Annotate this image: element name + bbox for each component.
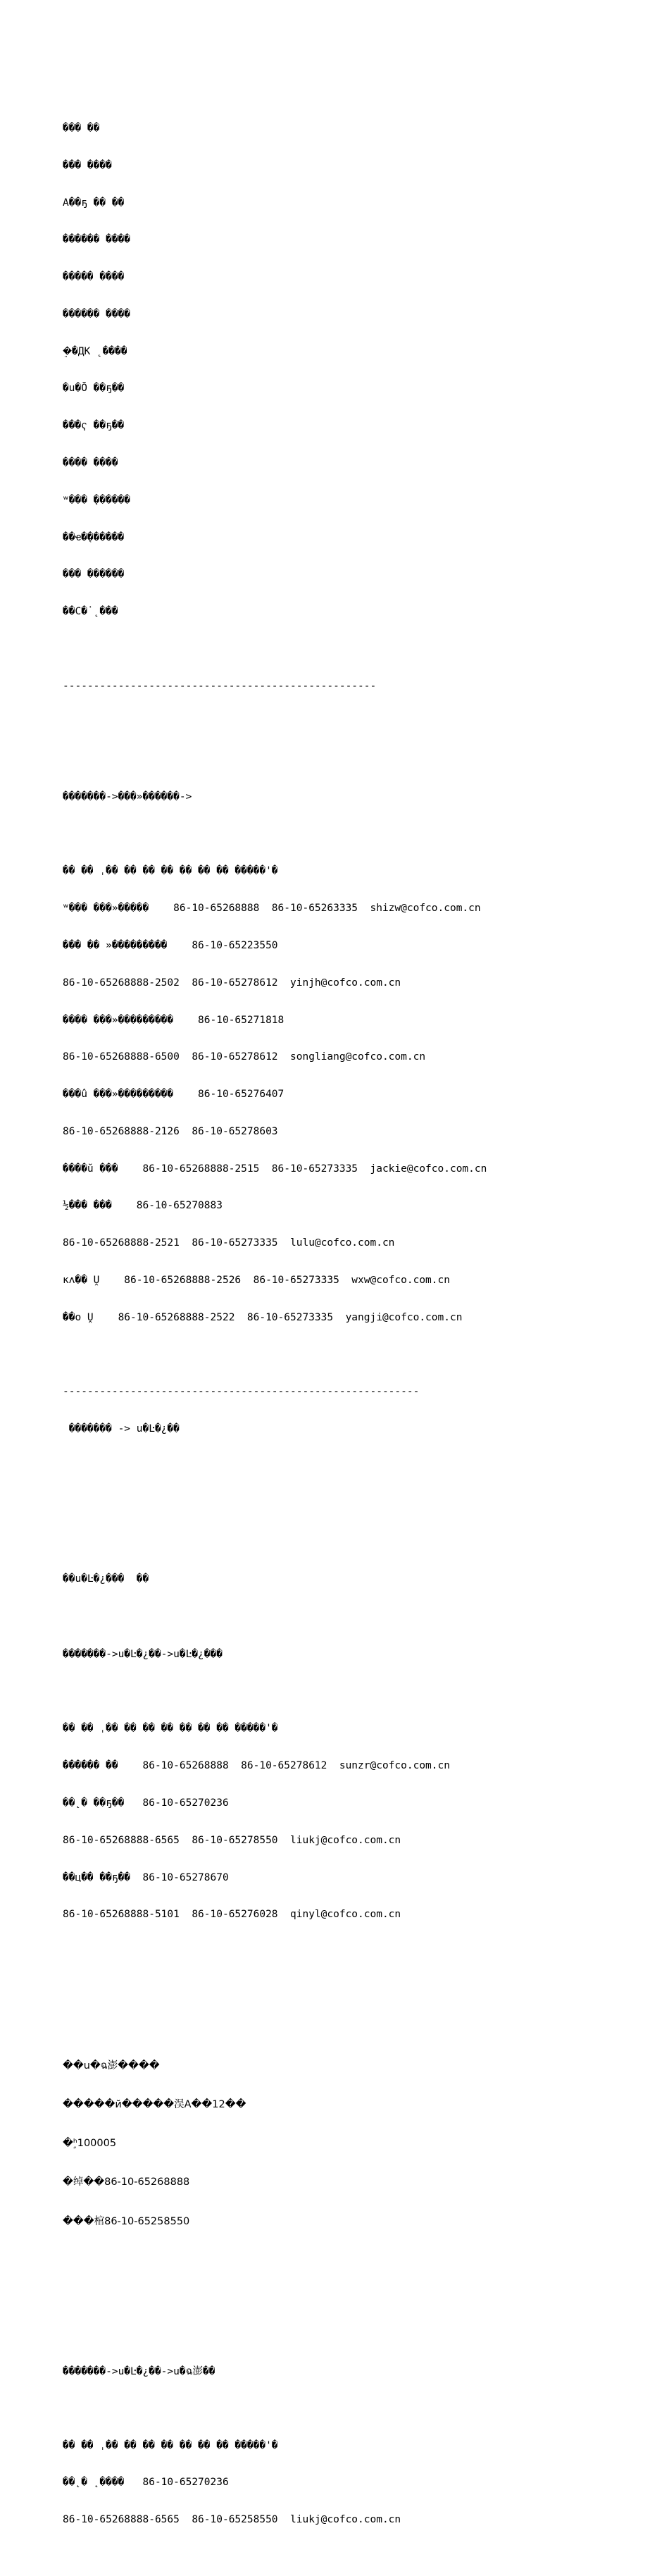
list-item: ����ŭ ��� 86-10-65268888-2515 86-10-65273335 jackie@cofco.com.cn [63,1163,487,1175]
breadcrumb: �������->u�Ŀ�¿��->u�ฉ澎�� [63,2365,215,2377]
list-item: ���� ���»��������� 86-10-65271818 [63,1014,285,1026]
section-directory [63,767,654,1349]
list-item: ��ο Ṷ 86-10-65268888-2522 86-10-65273335 yangji@cofco.com.cn [63,1311,463,1323]
list-item: кʌ�� Ṷ 86-10-65268888-2526 86-10-65273335 wxw@cofco.com.cn [63,1275,450,1286]
section-department [63,1549,654,1946]
list-item: ½��� ��� 86-10-65270883 [63,1200,223,1212]
list-item: ʷ��� ���»����� 86-10-65268888 86-10-65263335 shizw@cofco.com.cn [63,903,481,915]
header-line: A��ҕ �� �� [63,197,125,209]
list-item: ��ц�� ��ҕ�� 86-10-65278670 [63,1871,229,1883]
header-line: ��� �� [63,122,100,134]
header-line: �ܸ�ДK ˛���� [63,345,127,357]
list-item: ���û ���»��������� 86-10-65276407 [63,1089,285,1101]
header-line: ��ҽ�֖������ [63,531,125,543]
address-block [63,2034,654,2253]
header-line: ������ ���� [63,234,131,246]
divider: ---------------------------------------------------------- [63,1386,420,1398]
header-line: �ս�Ō ��ҕ�� [63,383,125,395]
table-header: �� �� ˌ�� �� �� �� �� �� �� �����'� [63,865,278,877]
header-line: ��� ���� [63,159,112,171]
list-item: 86-10-65268888-2502 86-10-65278612 yinjh@cofco.com.cn [63,977,401,989]
header-line: ���� ���� [63,457,118,469]
list-item: ������ �� 86-10-65268888 86-10-65278612 sunzr@cofco.com.cn [63,1760,450,1772]
list-item: 86-10-65268888-2126 86-10-65278603 [63,1125,278,1137]
address-line: ��u�ฉ澎���� [63,2060,160,2072]
section-subdepartment [63,2341,654,2551]
breadcrumb: �������->u�Ŀ�¿��->u�Ŀ�¿��� [63,1649,223,1661]
breadcrumb: �������->���»������-> [63,791,192,803]
address-line: �ʰ̧100005 [63,2138,117,2150]
list-item: 86-10-65268888-6500 86-10-65278612 songliang@cofco.com.cn [63,1051,426,1063]
header-line: ��C�֫ ˛��� [63,606,118,618]
header-line: ���ҁ ��ҕ�� [63,420,125,432]
header-line: ������ ���� [63,308,131,320]
list-item: 86-10-65268888-6565 86-10-65258550 liukj@cofco.com.cn [63,2514,401,2526]
address-line: �绰��86-10-65268888 [63,2176,190,2188]
list-item: 86-10-65268888-5101 86-10-65276028 qinyl@cofco.com.cn [63,1909,401,1921]
header-line: ��� ������ [63,569,125,581]
table-header: �� �� ˌ�� �� �� �� �� �� �� �����'� [63,2439,278,2451]
header-line: ʷ��� ֖������ [63,494,131,506]
address-line: ���棺86-10-65258550 [63,2215,190,2227]
list-item: 86-10-65268888-6565 86-10-65278550 liukj@cofco.com.cn [63,1834,401,1846]
list-item: 86-10-65268888-2521 86-10-65273335 lulu@cofco.com.cn [63,1237,395,1249]
section-link: ������� -> u�Ŀ�¿�� [63,1423,180,1435]
table-header: �� �� ˌ�� �� �� �� �� �� �� �����'� [63,1723,278,1735]
header-line: ����� ���� [63,271,125,283]
list-item: ��˛� ˛���� 86-10-65270236 [63,2477,229,2489]
list-item: ��˛� ��ҕ�� 86-10-65270236 [63,1797,229,1809]
section-title: ��u�Ŀ�¿��� �� [63,1573,149,1585]
list-item: ��� �� »��������� 86-10-65223550 [63,939,278,951]
document-body [63,61,654,2576]
divider: --------------------------------------------------- [63,680,377,692]
address-line: �����й�����洖A��12�� [63,2099,246,2111]
header-block [63,98,654,643]
